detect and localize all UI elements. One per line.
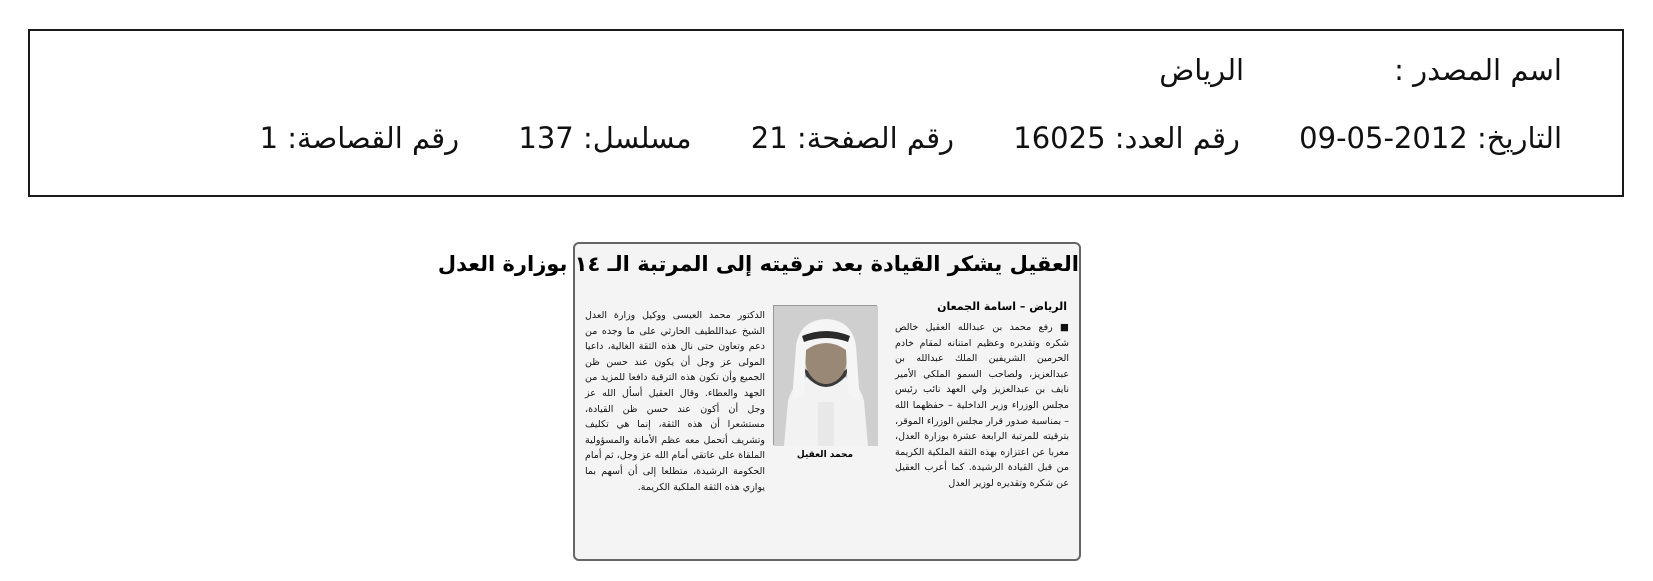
issue-label: رقم العدد: <box>1114 121 1240 155</box>
page-value: 21 <box>750 121 788 155</box>
article-column-left: الدكتور محمد العيسى ووكيل وزارة العدل الشيخ عبداللطيف الحارثي على ما وجده من دعم وتعاون حتى نال هذه الثقة الغالية، داعيا المولى عز وجل أن يكون عند حسن ظن الجميع وأن تكون هذه الترقية دافعا للمزيد من الجهد والعطاء. وقال العقيل أسأل الله عز وجل أن أكون عند حسن ظن القيادة، مستشعرا أن هذه الثقة، إنما هي تكليف وتشريف أتحمل معه عظم الأمانة والمسؤولية الملقاة على عاتقي أمام الله عز وجل، ثم أمام الحكومة الرشيدة، متطلعا إلى أن أسهم بما يوازي هذه الثقة الملكية الكريمة. <box>585 310 765 493</box>
issue-value: 16025 <box>1013 121 1106 155</box>
serial-value: 137 <box>518 121 574 155</box>
date-value: 2012-05-09 <box>1299 121 1468 155</box>
portrait-image <box>774 306 878 446</box>
serial-label: مسلسل: <box>582 121 692 155</box>
portrait-photo <box>773 305 877 445</box>
source-value: الرياض <box>1159 53 1245 87</box>
date-label: التاريخ: <box>1476 121 1562 155</box>
clip-number-field <box>260 121 460 155</box>
issue-field <box>1013 121 1240 155</box>
article-column-right: ■ رفع محمد بن عبدالله العقيل خالص شكره وتقديره وعظيم امتنانه لمقام خادم الحرمين الشريفين الملك عبدالله بن عبدالعزيز، ولصاحب السمو الملكي الأمير نايف بن عبدالعزيز ولي العهد نائب رئيس مجلس الوزراء وزير الداخلية – حفظهما الله – بمناسبة صدور قرار مجلس الوزراء الموقر، بترقيته للمرتبة الرابعة عشرة بوزارة العدل، معربا عن اعتزازه بهذه الثقة الملكية الكريمة من قبل القيادة الرشيدة. كما أعرب العقيل عن شكره وتقديره لوزير العدل <box>895 322 1069 489</box>
serial-field <box>518 121 691 155</box>
date-field <box>1299 121 1562 155</box>
clip-number-value: 1 <box>259 121 279 155</box>
page-field <box>751 121 954 155</box>
source-row <box>1159 53 1562 87</box>
newspaper-clipping <box>437 242 1081 561</box>
article-byline: الرياض – اسامة الجمعان <box>937 300 1067 313</box>
source-label: اسم المصدر : <box>1394 53 1562 87</box>
clipping-info-box <box>28 29 1624 197</box>
metadata-row <box>260 121 1562 155</box>
photo-caption: محمد العقيل <box>796 450 854 460</box>
article-headline: العقيل يشكر القيادة بعد ترقيته إلى المرتبة الـ ١٤ بوزارة العدل <box>437 252 1079 276</box>
page-label: رقم الصفحة: <box>796 121 955 155</box>
clip-number-label: رقم القصاصة: <box>287 121 460 155</box>
